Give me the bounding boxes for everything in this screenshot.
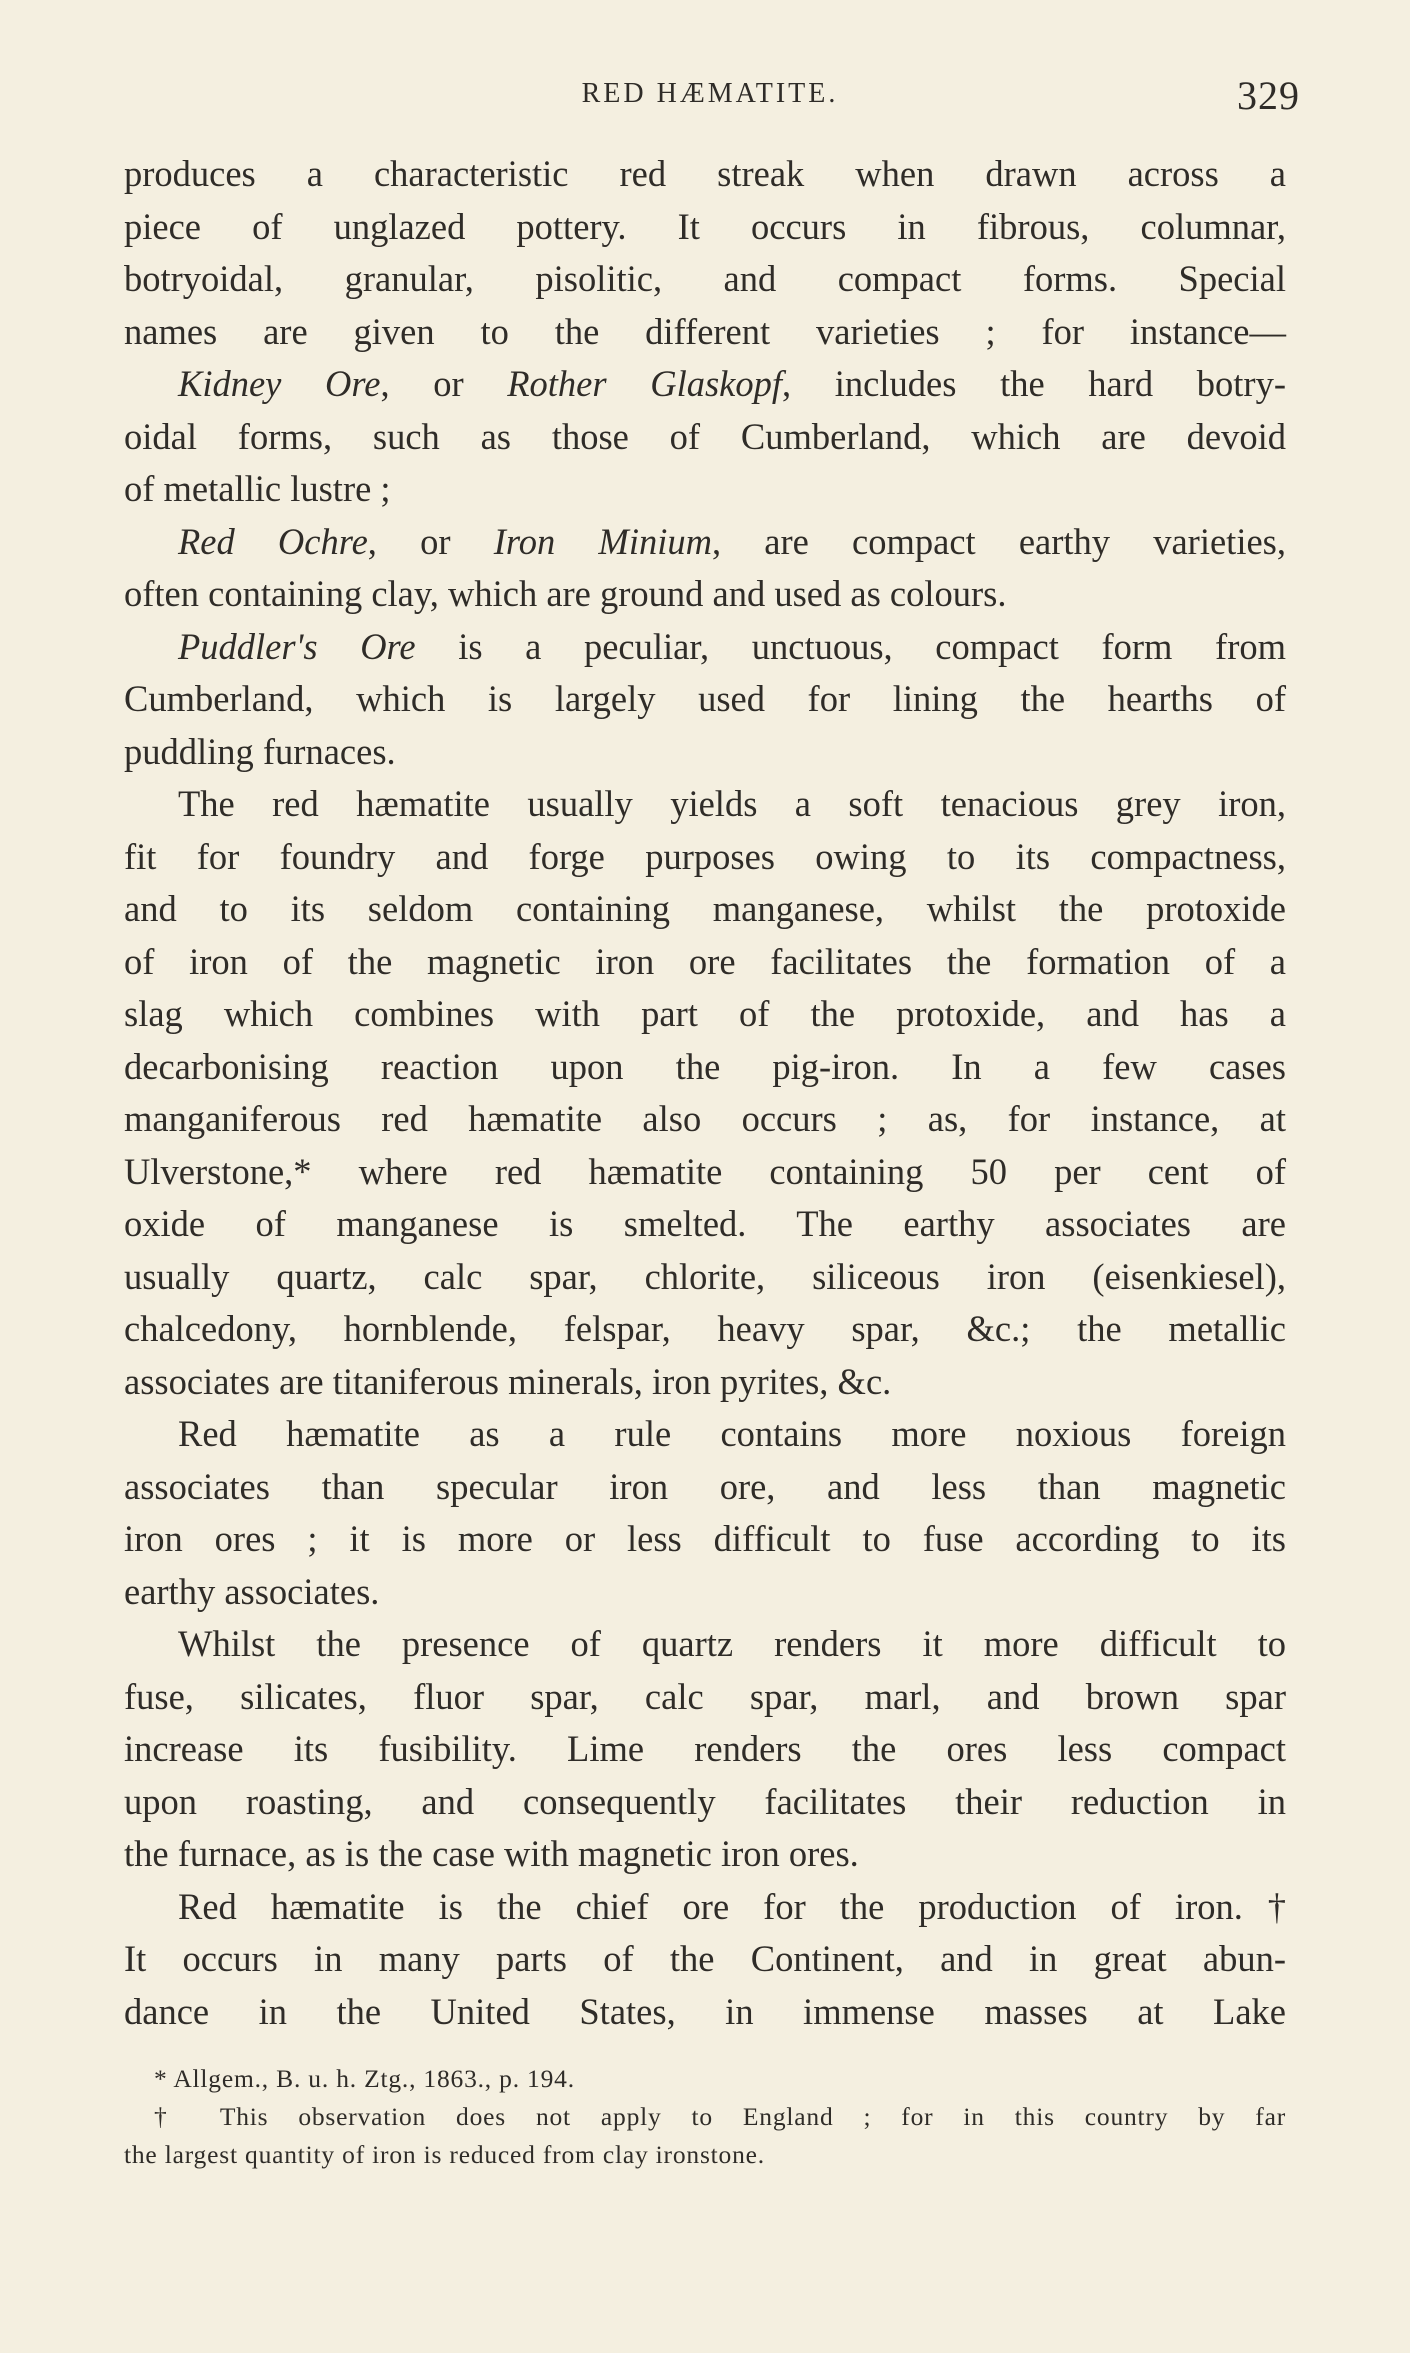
text-line: Whilst the presence of quartz renders it more difficult to	[178, 1623, 1286, 1664]
text-line: iron ores ; it is more or less difficult to fuse according to its	[124, 1518, 1286, 1559]
footnote-1: * Allgem., B. u. h. Ztg., 1863., p. 194.	[154, 2064, 575, 2093]
text-line: manganiferous red hæmatite also occurs ; as, for instance, at	[124, 1098, 1286, 1139]
footnote-2-continued: the largest quantity of iron is reduced from clay ironstone.	[124, 2140, 765, 2169]
running-title: RED HÆMATITE.	[581, 78, 839, 109]
text-line: slag which combines with part of the protoxide, and has a	[124, 993, 1286, 1034]
text-line: fuse, silicates, fluor spar, calc spar, marl, and brown spar	[124, 1675, 1286, 1717]
text-line: Ulverstone,* where red hæmatite containing 50 per cent of	[124, 1150, 1286, 1192]
text-line: Red hæmatite as a rule contains more noxious foreign	[178, 1413, 1286, 1454]
text-line: associates than specular iron ore, and less than magnetic	[124, 1465, 1286, 1507]
text-line: of metallic lustre ;	[124, 468, 391, 509]
body-text	[124, 148, 1286, 2038]
footnotes	[124, 2060, 1286, 2174]
text-line: puddling furnaces.	[124, 730, 396, 772]
text-line: produces a characteristic red streak when drawn across a	[124, 153, 1286, 194]
text-line: Red hæmatite is the chief ore for the production of iron.†	[178, 1885, 1286, 1927]
text-line: piece of unglazed pottery. It occurs in fibrous, columnar,	[124, 205, 1286, 247]
text-line: increase its fusibility. Lime renders the ores less compact	[124, 1728, 1286, 1769]
text-line: oxide of manganese is smelted. The earthy associates are	[124, 1203, 1286, 1244]
text-line: and to its seldom containing manganese, whilst the protoxide	[124, 888, 1286, 929]
text-line: Kidney Ore, or Rother Glaskopf, includes the hard botry-	[178, 363, 1286, 404]
term-rother-glaskopf: Rother Glaskopf	[507, 363, 783, 404]
text-line: Cumberland, which is largely used for lining the hearths of	[124, 678, 1286, 719]
text-line: the furnace, as is the case with magnetic iron ores.	[124, 1833, 859, 1874]
text-line: usually quartz, calc spar, chlorite, siliceous iron (eisenkiesel),	[124, 1255, 1286, 1297]
text-line: earthy associates.	[124, 1570, 380, 1612]
text-line: upon roasting, and consequently facilitates their reduction in	[124, 1780, 1286, 1822]
text-line: dance in the United States, in immense masses at Lake	[124, 1990, 1286, 2032]
text-line: oidal forms, such as those of Cumberland, which are devoid	[124, 415, 1286, 457]
text-line: chalcedony, hornblende, felspar, heavy spar, &c.; the metallic	[124, 1308, 1286, 1349]
text-line: names are given to the different varieties ; for instance—	[124, 310, 1286, 352]
text-line: botryoidal, granular, pisolitic, and compact forms. Special	[124, 258, 1286, 299]
text-line: often containing clay, which are ground and used as colours.	[124, 573, 1007, 614]
text-line: associates are titaniferous minerals, iron pyrites, &c.	[124, 1360, 892, 1402]
text-line: It occurs in many parts of the Continent, and in great abun-	[124, 1938, 1286, 1979]
running-head	[120, 72, 1300, 122]
text-line: of iron of the magnetic iron ore facilitates the formation of a	[124, 940, 1286, 982]
text-line: Red Ochre, or Iron Minium, are compact earthy varieties,	[178, 520, 1286, 562]
footnote-2: † This observation does not apply to England ; for in this country by far	[154, 2102, 1286, 2131]
term-puddlers-ore: Puddler's Ore	[178, 625, 416, 667]
text-line: Puddler's Ore is a peculiar, unctuous, compact form from	[178, 625, 1286, 667]
text-line: fit for foundry and forge purposes owing to its compactness,	[124, 835, 1286, 877]
page-number: 329	[1237, 73, 1300, 118]
term-iron-minium: Iron Minium	[493, 520, 712, 562]
text-line: decarbonising reaction upon the pig-iron. In a few cases	[124, 1045, 1286, 1087]
text-line: The red hæmatite usually yields a soft tenacious grey iron,	[178, 783, 1286, 824]
term-kidney-ore: Kidney Ore	[178, 363, 381, 404]
term-red-ochre: Red Ochre	[178, 520, 368, 562]
